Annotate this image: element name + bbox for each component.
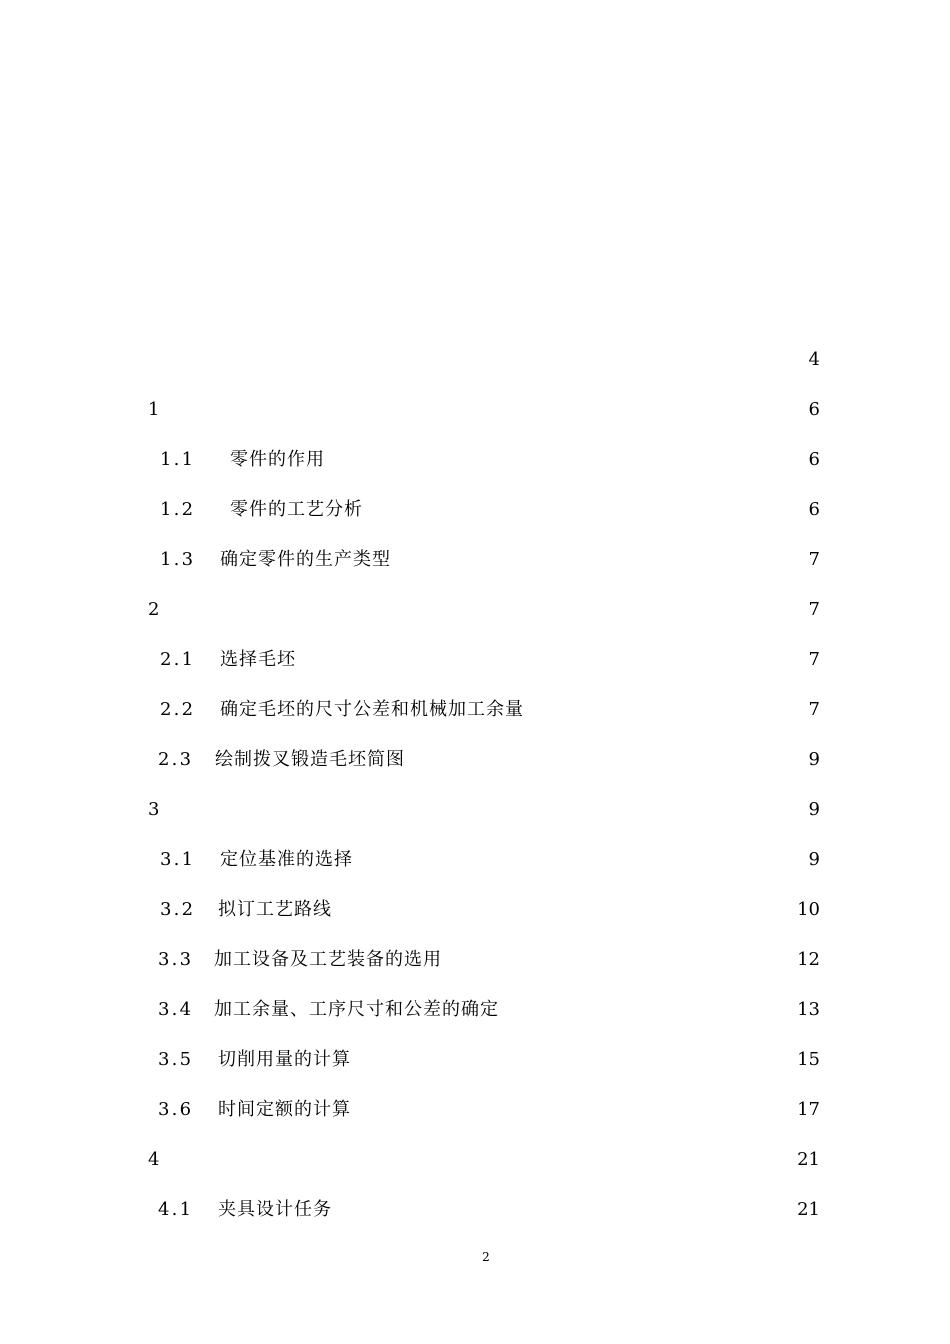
toc-entry-number: 4	[148, 1149, 160, 1170]
toc-entry-number: 3.4	[158, 999, 194, 1020]
toc-entry-page: 7	[808, 599, 820, 620]
toc-entry-page: 21	[797, 1199, 820, 1220]
toc-entry-3-4[interactable]	[0, 995, 950, 1025]
toc-entry-1-2[interactable]	[0, 495, 950, 525]
toc-entry-title: 加工设备及工艺装备的选用	[214, 949, 442, 970]
toc-entry-number: 3.2	[160, 899, 196, 920]
toc-entry-page: 9	[808, 749, 820, 770]
toc-entry-number: 1	[148, 399, 160, 420]
page-number: 2	[482, 1250, 490, 1264]
toc-entry-number: 3.1	[160, 849, 196, 870]
toc-entry-4-1[interactable]	[0, 1195, 950, 1225]
toc-entry-number: 4.1	[158, 1199, 194, 1220]
toc-entry-number: 1.1	[160, 449, 196, 470]
toc-entry-title: 夹具设计任务	[218, 1199, 332, 1220]
toc-entry-number: 3.6	[158, 1099, 194, 1120]
toc-entry-title: 时间定额的计算	[218, 1099, 351, 1120]
toc-entry-title: 定位基准的选择	[220, 849, 353, 870]
toc-entry-number: 2.3	[158, 749, 194, 770]
toc-entry-title: 加工余量、工序尺寸和公差的确定	[214, 999, 499, 1020]
toc-entry-2-1[interactable]	[0, 645, 950, 675]
toc-entry-page: 7	[808, 549, 820, 570]
toc-entry-page: 9	[808, 849, 820, 870]
toc-entry-title: 确定零件的生产类型	[220, 549, 391, 570]
toc-entry-page: 12	[797, 949, 820, 970]
toc-entry-page: 9	[808, 799, 820, 820]
toc-entry-number: 2.1	[160, 649, 196, 670]
toc-entry-page: 13	[797, 999, 820, 1020]
toc-entry-chapter-1[interactable]	[0, 395, 950, 425]
toc-entry-2-2[interactable]	[0, 695, 950, 725]
toc-entry-title: 拟订工艺路线	[218, 899, 332, 920]
toc-entry-title: 绘制拨叉锻造毛坯简图	[215, 749, 405, 770]
toc-entry-chapter-2[interactable]	[0, 595, 950, 625]
toc-entry-3-5[interactable]	[0, 1045, 950, 1075]
toc-entry-page: 6	[808, 449, 820, 470]
toc-entry-1-3[interactable]	[0, 545, 950, 575]
toc-entry-title: 选择毛坯	[220, 649, 296, 670]
toc-entry-title: 零件的工艺分析	[230, 499, 363, 520]
toc-entry-3-6[interactable]	[0, 1095, 950, 1125]
toc-entry-number: 3.3	[158, 949, 194, 970]
toc-entry-page: 15	[797, 1049, 820, 1070]
toc-entry-chapter-4[interactable]	[0, 1145, 950, 1175]
toc-entry-page: 10	[797, 899, 820, 920]
toc-entry-number: 3	[148, 799, 160, 820]
toc-entry-page: 7	[808, 649, 820, 670]
toc-entry-number: 2	[148, 599, 160, 620]
toc-entry-page: 21	[797, 1149, 820, 1170]
toc-entry-3-3[interactable]	[0, 945, 950, 975]
toc-entry-page: 6	[808, 399, 820, 420]
toc-entry-preface[interactable]	[0, 345, 950, 375]
toc-entry-3-1[interactable]	[0, 845, 950, 875]
toc-entry-title: 切削用量的计算	[218, 1049, 351, 1070]
toc-entry-page: 17	[797, 1099, 820, 1120]
toc-entry-1-1[interactable]	[0, 445, 950, 475]
toc-entry-page: 6	[808, 499, 820, 520]
toc-entry-number: 1.3	[160, 549, 196, 570]
toc-entry-number: 3.5	[158, 1049, 194, 1070]
toc-entry-3-2[interactable]	[0, 895, 950, 925]
toc-entry-page: 4	[808, 349, 820, 370]
toc-entry-number: 1.2	[160, 499, 196, 520]
toc-entry-2-3[interactable]	[0, 745, 950, 775]
toc-entry-title: 零件的作用	[230, 449, 325, 470]
toc-entry-number: 2.2	[160, 699, 196, 720]
toc-entry-page: 7	[808, 699, 820, 720]
toc-entry-title: 确定毛坯的尺寸公差和机械加工余量	[220, 699, 524, 720]
toc-entry-chapter-3[interactable]	[0, 795, 950, 825]
